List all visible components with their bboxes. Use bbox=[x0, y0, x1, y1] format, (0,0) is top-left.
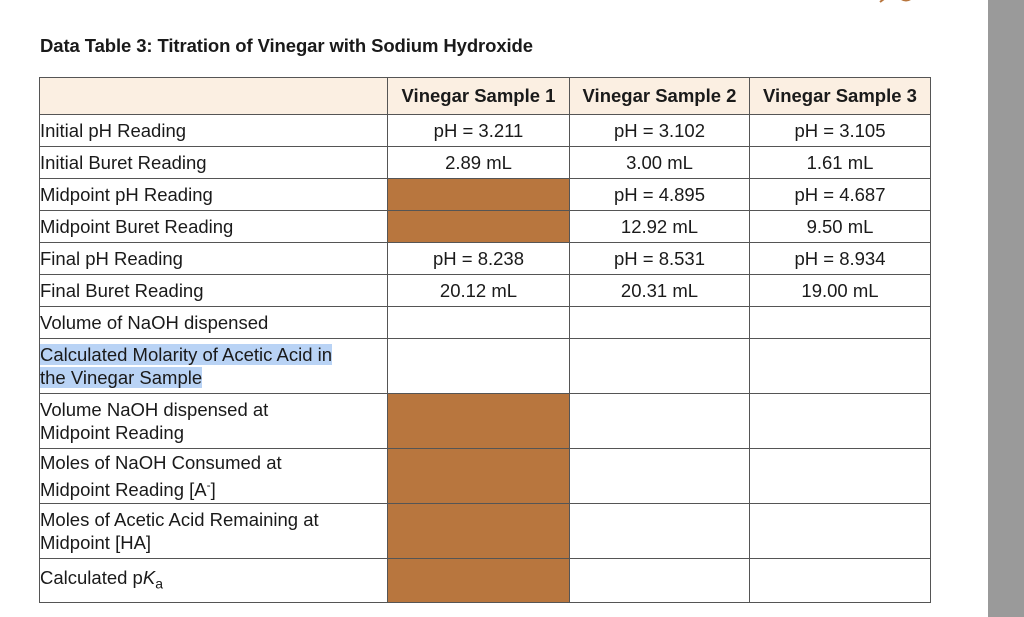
cell-sample-3[interactable]: 1.61 mL bbox=[750, 147, 931, 179]
cell-sample-1-shaded bbox=[388, 504, 570, 559]
table-row bbox=[40, 243, 931, 275]
cell-sample-3[interactable] bbox=[750, 449, 931, 504]
cell-sample-1[interactable]: 20.12 mL bbox=[388, 275, 570, 307]
corner-mark-icon bbox=[878, 0, 918, 4]
label-line-1: Volume NaOH dispensed at bbox=[40, 399, 269, 420]
label-end: ] bbox=[210, 479, 216, 501]
row-label bbox=[40, 559, 388, 603]
cell-sample-2[interactable]: pH = 8.531 bbox=[570, 243, 750, 275]
cell-sample-3[interactable] bbox=[750, 339, 931, 394]
cell-sample-1-shaded bbox=[388, 211, 570, 243]
cell-sample-3[interactable]: 9.50 mL bbox=[750, 211, 931, 243]
row-label: Midpoint pH Reading bbox=[40, 179, 388, 211]
cell-sample-1[interactable]: pH = 8.238 bbox=[388, 243, 570, 275]
cell-sample-2[interactable] bbox=[570, 307, 750, 339]
row-label: Final pH Reading bbox=[40, 243, 388, 275]
cell-sample-1-shaded bbox=[388, 559, 570, 603]
cell-sample-1[interactable]: 2.89 mL bbox=[388, 147, 570, 179]
cell-sample-3[interactable] bbox=[750, 559, 931, 603]
label-line-2: the Vinegar Sample bbox=[40, 367, 203, 388]
header-blank bbox=[40, 78, 388, 115]
cell-sample-3[interactable]: pH = 3.105 bbox=[750, 115, 931, 147]
cell-sample-2[interactable] bbox=[570, 394, 750, 449]
cell-sample-2[interactable] bbox=[570, 559, 750, 603]
cell-sample-1[interactable] bbox=[388, 307, 570, 339]
cell-sample-3[interactable]: 19.00 mL bbox=[750, 275, 931, 307]
table-row bbox=[40, 275, 931, 307]
label-italic: K bbox=[142, 566, 156, 588]
label-line-2: Midpoint Reading [A bbox=[40, 479, 207, 501]
table-row bbox=[40, 559, 931, 603]
table-row bbox=[40, 504, 931, 559]
table-row bbox=[40, 179, 931, 211]
cell-sample-1[interactable]: pH = 3.211 bbox=[388, 115, 570, 147]
cell-sample-1-shaded bbox=[388, 394, 570, 449]
table-row bbox=[40, 449, 931, 504]
header-sample-2: Vinegar Sample 2 bbox=[570, 78, 750, 115]
table-title: Data Table 3: Titration of Vinegar with Sodium Hydroxide bbox=[40, 35, 533, 56]
cell-sample-3[interactable]: pH = 8.934 bbox=[750, 243, 931, 275]
table-row bbox=[40, 115, 931, 147]
row-label: Final Buret Reading bbox=[40, 275, 388, 307]
cell-sample-2[interactable] bbox=[570, 339, 750, 394]
cell-sample-3[interactable] bbox=[750, 307, 931, 339]
label-line-2: Midpoint [HA] bbox=[40, 532, 152, 553]
cell-sample-3[interactable]: pH = 4.687 bbox=[750, 179, 931, 211]
row-label bbox=[40, 449, 388, 504]
label-main: Calculated p bbox=[40, 566, 143, 588]
label-line-1: Calculated Molarity of Acetic Acid in bbox=[40, 344, 333, 365]
row-label: Initial Buret Reading bbox=[40, 147, 388, 179]
label-superscript: - bbox=[206, 477, 211, 492]
row-label: Initial pH Reading bbox=[40, 115, 388, 147]
cell-sample-2[interactable]: pH = 4.895 bbox=[570, 179, 750, 211]
row-label: Midpoint Buret Reading bbox=[40, 211, 388, 243]
table-row bbox=[40, 339, 931, 394]
label-line-1: Moles of NaOH Consumed at bbox=[40, 451, 282, 473]
table-row bbox=[40, 211, 931, 243]
table-row bbox=[40, 147, 931, 179]
cell-sample-1[interactable] bbox=[388, 339, 570, 394]
cell-sample-1-shaded bbox=[388, 449, 570, 504]
cell-sample-2[interactable] bbox=[570, 449, 750, 504]
cell-sample-2[interactable]: 12.92 mL bbox=[570, 211, 750, 243]
row-label bbox=[40, 504, 388, 559]
cell-sample-3[interactable] bbox=[750, 394, 931, 449]
cell-sample-3[interactable] bbox=[750, 504, 931, 559]
cell-sample-1-shaded bbox=[388, 179, 570, 211]
cell-sample-2[interactable]: pH = 3.102 bbox=[570, 115, 750, 147]
header-sample-3: Vinegar Sample 3 bbox=[750, 78, 931, 115]
label-subscript: a bbox=[155, 575, 163, 592]
table-row bbox=[40, 394, 931, 449]
titration-data-table bbox=[39, 77, 931, 603]
scrollbar[interactable] bbox=[988, 0, 1024, 617]
label-line-1: Moles of Acetic Acid Remaining at bbox=[40, 509, 319, 530]
row-label-selected[interactable] bbox=[40, 339, 388, 394]
cell-sample-2[interactable] bbox=[570, 504, 750, 559]
header-sample-1: Vinegar Sample 1 bbox=[388, 78, 570, 115]
table-row bbox=[40, 307, 931, 339]
cell-sample-2[interactable]: 3.00 mL bbox=[570, 147, 750, 179]
header-row bbox=[40, 78, 931, 115]
cell-sample-2[interactable]: 20.31 mL bbox=[570, 275, 750, 307]
row-label: Volume of NaOH dispensed bbox=[40, 307, 388, 339]
row-label bbox=[40, 394, 388, 449]
label-line-2: Midpoint Reading bbox=[40, 422, 184, 443]
